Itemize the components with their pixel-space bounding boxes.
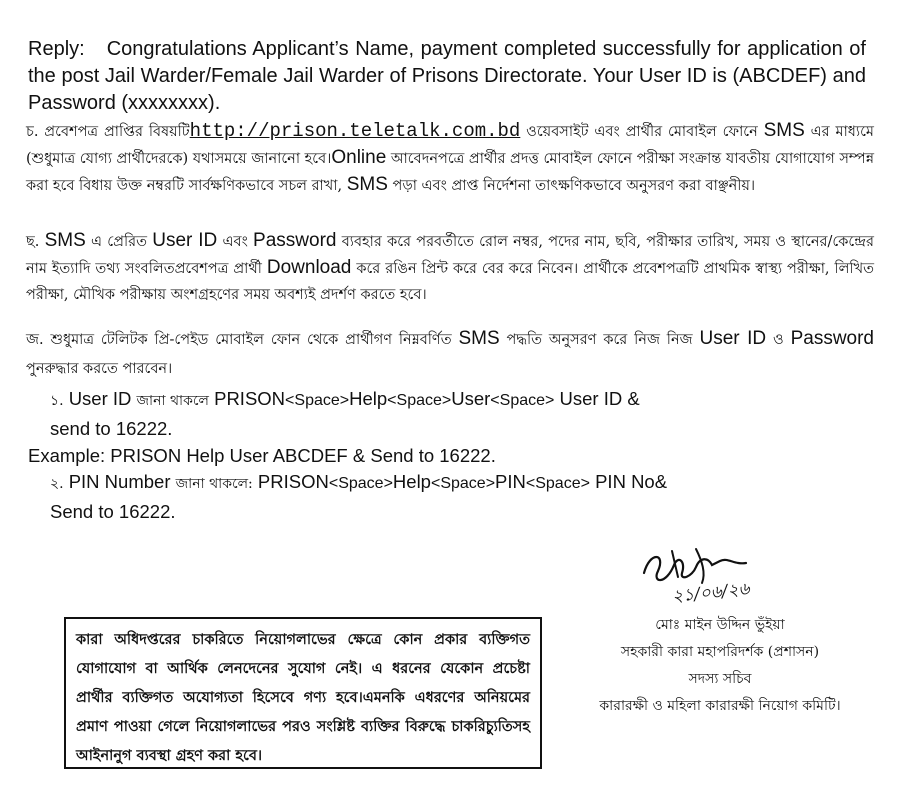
step2-prison: PRISON: [257, 471, 329, 492]
cha-prefix: চ. প্রবেশপত্র প্রাপ্তির বিষয়টি: [26, 124, 190, 140]
reply-label: Reply:: [28, 38, 85, 60]
cha-mid1: ওয়েবসাইট এবং প্রার্থীর মোবাইল ফোনে: [520, 124, 764, 140]
signatory-committee: কারারক্ষী ও মহিলা কারারক্ষী নিয়োগ কমিটি।: [599, 698, 841, 714]
reply-paragraph: [28, 36, 866, 117]
step2-space1: <Space>: [328, 475, 393, 492]
step2-space2: <Space>: [430, 475, 496, 492]
step2-pin-no: PIN No&: [595, 471, 668, 492]
step2-pin-number: PIN Number: [68, 471, 171, 492]
cha-tail: পড়া এবং প্রাপ্ত নির্দেশনা তাৎক্ষণিকভাবে অনুসরণ করা বাঞ্ছনীয়।: [387, 178, 756, 194]
cha-sms2: SMS: [346, 174, 388, 195]
step1-bn: জানা থাকলে: [136, 393, 209, 409]
cha-online: Online: [331, 147, 387, 168]
example-line: Example: PRISON Help User ABCDEF & Send to 16222.: [28, 445, 496, 466]
reply-text: Congratulations Applicant’s Name, payment completed successfully for application of the post Jail Warder/Female Jail Warder of Prisons Directorate. Your User ID is (ABCDEF) and Password (xxxxxxxx).: [28, 38, 866, 114]
step1-user: User: [451, 388, 491, 409]
step2-send-to: Send to 16222.: [50, 501, 176, 522]
signatory-role: সদস্য সচিব: [688, 671, 752, 687]
step2-help: Help: [392, 471, 431, 492]
chha-prefix: ছ.: [26, 234, 45, 250]
cha-mid2: এর মাধ্যমে (শুধুমাত্র যোগ্য প্রার্থীদেরকে) যথাসময়ে জানানো হবে।: [26, 124, 874, 167]
ja-tail: পুনরুদ্ধার করতে পারবেন।: [26, 361, 173, 377]
chha-password: Password: [253, 230, 337, 251]
paragraph-ja: [26, 324, 874, 384]
recovery-step-1: [28, 385, 898, 442]
chha-mid3: ব্যবহার করে পরবর্তীতে রোল নম্বর, পদের নাম, ছবি, পরীক্ষার তারিখ, সময় ও স্থানের/কেন্দ্রের নাম ইত্যাদি তথ্য সংবলিতপ্রবেশপত্র প্রার্থী: [26, 234, 874, 277]
step1-number: ১.: [50, 393, 64, 409]
ja-userid: User ID: [699, 328, 767, 349]
cha-mid3: আবেদনপত্রে প্রার্থীর প্রদত্ত মোবাইল ফোনে পরীক্ষা সংক্রান্ত যাবতীয় যোগাযোগ সম্পন্ন করা হবে বিধায় উক্ত নম্বরটি সার্বক্ষণিকভাবে সচল রাখা,: [26, 151, 875, 194]
chha-tail: করে রঙিন প্রিন্ট করে বের করে নিবেন। প্রার্থীকে প্রবেশপত্রটি প্রাথমিক স্বাস্থ্য পরীক্ষা, লিখিত পরীক্ষা, মৌখিক পরীক্ষায় অংশগ্রহণের সময় অবশ্যই প্রদর্শণ করতে হবে।: [26, 261, 874, 303]
chha-mid1: এ প্রেরিত: [85, 234, 153, 250]
step1-space1: <Space>: [285, 392, 350, 409]
ja-mid1: পদ্ধতি অনুসরণ করে নিজ নিজ: [499, 332, 700, 348]
recovery-step-2: [28, 468, 898, 525]
paragraph-chha: [26, 228, 874, 308]
signatory-designation: সহকারী কারা মহাপরিদর্শক (প্রশাসন): [620, 644, 820, 660]
step2-bn: জানা থাকলে:: [175, 476, 253, 492]
step2-number: ২.: [50, 476, 64, 492]
ja-mid2: ও: [766, 332, 791, 348]
signatory-block: [560, 612, 880, 720]
step2-pin: PIN: [495, 471, 526, 492]
signature-date: ২১/০৬/২৬: [671, 578, 751, 608]
prison-website-url: http://prison.teletalk.com.bd: [189, 120, 521, 142]
ja-password: Password: [790, 328, 874, 349]
ja-prefix: জ. শুধুমাত্র টেলিটক প্রি-পেইড মোবাইল ফোন থেকে প্রার্থীগণ নিম্নবর্ণিত: [26, 332, 459, 348]
step1-space3: <Space>: [490, 392, 555, 409]
step1-userid: User ID: [68, 388, 132, 409]
chha-sms: SMS: [44, 230, 86, 251]
step2-space3: <Space>: [525, 475, 590, 492]
cha-sms: SMS: [763, 120, 805, 141]
ja-sms: SMS: [458, 328, 500, 349]
step1-prison: PRISON: [214, 388, 286, 409]
signatory-name: মোঃ মাইন উদ্দিন ভুঁইয়া: [655, 617, 785, 633]
step1-send-to: send to 16222.: [50, 418, 173, 439]
notice-box: কারা অধিদপ্তরের চাকরিতে নিয়োগলাভের ক্ষেত্রে কোন প্রকার ব্যক্তিগত যোগাযোগ বা আর্থিক লেনদেনের সুযোগ নেই। এ ধরনের যেকোন প্রচেষ্টা প্রার্থীর ব্যক্তিগত অযোগ্যতা হিসেবে গণ্য হবে।এমনকি এধরণের অনিয়মের প্রমাণ পাওয়া গেলে নিয়োগলাভের পরও সংশ্লিষ্ট ব্যক্তির বিরুদ্ধে চাকরিচ্যুতিসহ আইনানুগ ব্যবস্থা গ্রহণ করা হবে।: [64, 617, 542, 769]
step1-userid-and: User ID &: [559, 388, 640, 409]
chha-download: Download: [266, 257, 352, 278]
chha-mid2: এবং: [217, 234, 254, 250]
step1-space2: <Space>: [387, 392, 452, 409]
chha-userid: User ID: [152, 230, 218, 251]
paragraph-cha: [26, 118, 874, 199]
step1-help: Help: [349, 388, 388, 409]
